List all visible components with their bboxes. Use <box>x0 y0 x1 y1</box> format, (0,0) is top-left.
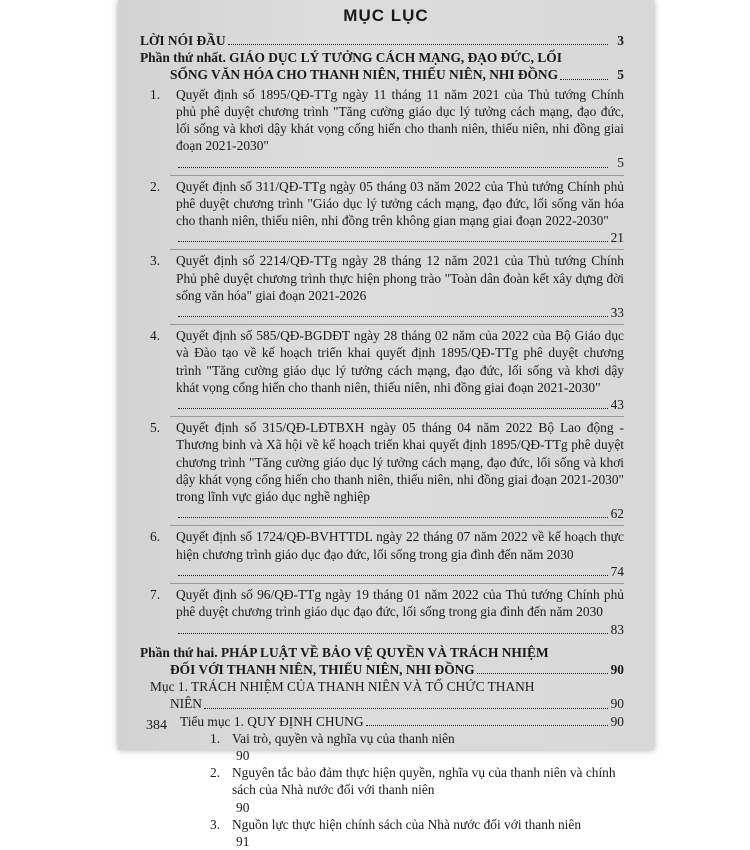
toc-page-number: 74 <box>610 563 624 579</box>
toc-entry-intro <box>140 32 624 49</box>
section-title-line: NIÊN <box>170 696 202 712</box>
item-text: Quyết định số 96/QĐ-TTg ngày 19 tháng 01 năm 2022 của Thủ tướng Chính phủ phê duyệt chương trình giáo dục đạo đức, lối sống trong gia đình đến năm 2030 <box>176 587 624 620</box>
dot-leader <box>178 241 608 242</box>
item-number: 1. <box>150 86 161 102</box>
toc-page-number: 43 <box>610 397 624 413</box>
item-text: Quyết định số 1724/QĐ-BVHTTDL ngày 22 tháng 07 năm 2022 về kế hoạch thực hiện chương trình giáo dục đạo đức, lối sống trong gia đình đến năm 2030 <box>176 529 624 562</box>
dot-leader <box>178 167 608 168</box>
toc-entry-label: LỜI NÓI ĐẦU <box>140 33 226 48</box>
dot-leader <box>178 316 608 317</box>
toc-item <box>140 252 624 321</box>
item-number: 3. <box>150 253 161 269</box>
toc-page-number: 5 <box>617 67 624 83</box>
toc-page-number: 5 <box>617 155 624 171</box>
dot-leader <box>178 408 608 409</box>
item-text: Vai trò, quyền và nghĩa vụ của thanh niên <box>232 730 455 746</box>
toc-page-number: 90 <box>236 747 250 763</box>
item-text: Quyết định số 1895/QĐ-TTg ngày 11 tháng 11 năm 2021 của Thủ tướng Chính phủ phê duyệt chương trình "Tăng cường giáo dục lý tưởng cách mạng, đạo đức, lối sống và khơi dậy khát vọng cống hiến cho thanh niên, thiếu niên, nhi đồng giai đoạn 2021-2030" <box>176 86 624 154</box>
divider <box>170 324 624 325</box>
toc-item <box>140 419 624 522</box>
dot-leader <box>178 517 608 518</box>
toc-part-2 <box>140 644 624 678</box>
item-number: 5. <box>150 420 161 436</box>
toc-subsection-1 <box>140 713 624 730</box>
toc-item <box>140 586 624 638</box>
item-text: Quyết định số 2214/QĐ-TTg ngày 28 tháng 12 năm 2021 của Thủ tướng Chính Phủ phê duyệt chương trình thực hiện phong trào "Toàn dân đoàn kết xây dựng đời sống văn hóa" giai đoạn 2021-2026 <box>176 253 624 303</box>
item-number: 3. <box>210 816 221 832</box>
part-title-line: SỐNG VĂN HÓA CHO THANH NIÊN, THIẾU NIÊN, NHI ĐỒNG <box>170 67 559 83</box>
item-text: Nguyên tắc bảo đảm thực hiện quyền, nghĩa vụ của thanh niên và chính sách của Nhà nước đối với thanh niên <box>232 765 616 798</box>
toc-page-number: 91 <box>236 833 250 849</box>
toc-item <box>140 764 624 816</box>
dot-leader <box>366 725 609 726</box>
section-title-line: Mục 1. TRÁCH NHIỆM CỦA THANH NIÊN VÀ TỔ CHỨC THANH <box>150 679 535 695</box>
toc-page-number: 90 <box>610 696 624 712</box>
toc-page-number: 90 <box>236 799 250 815</box>
item-number: 1. <box>210 730 221 746</box>
divider <box>170 175 624 176</box>
item-number: 6. <box>150 529 161 545</box>
page-number: 384 <box>146 718 167 733</box>
dot-leader <box>178 633 608 634</box>
toc-page-number: 3 <box>617 33 624 48</box>
toc-page-number: 90 <box>610 713 624 729</box>
item-number: 4. <box>150 328 161 344</box>
toc-item <box>140 730 624 764</box>
toc-item <box>140 86 624 172</box>
divider <box>170 416 624 417</box>
dot-leader <box>178 575 608 576</box>
toc-page-number: 33 <box>610 305 624 321</box>
dot-leader <box>477 673 608 674</box>
part-title-line: Phần thứ hai. PHÁP LUẬT VỀ BẢO VỆ QUYỀN VÀ TRÁCH NHIỆM <box>140 644 549 660</box>
item-text: Quyết định số 585/QĐ-BGDĐT ngày 28 tháng 02 năm của 2022 của Bộ Giáo dục và Đào tạo về kế hoạch triển khai quyết định 1895/QĐ-TTg phê duyệt chương trình "Tăng cường giáo dục lý tưởng cách mạng, đạo đức, lối sống và khơi dậy khát vọng cống hiến cho thanh niên, thiếu niên, nhi đồng giai đoạn 2021-2030" <box>176 328 624 395</box>
dot-leader <box>560 79 608 80</box>
item-text: Quyết định số 315/QĐ-LĐTBXH ngày 05 tháng 04 năm 2022 Bộ Lao động - Thương binh và Xã hội về kế hoạch triển khai quyết định 1895/QĐ-TTg phê duyệt chương trình "Tăng cường giáo dục lý tưởng cách mạng, đạo đức, lối sống và khơi dậy khát vọng cống hiến cho thanh niên, thiếu niên, nhi đồng giai đoạn 2021-2030" trong lĩnh vực giáo dục nghề nghiệp <box>176 420 624 505</box>
part-1-items <box>140 86 624 638</box>
part-title-line: ĐỐI VỚI THANH NIÊN, THIẾU NIÊN, NHI ĐỒNG <box>170 661 475 677</box>
dot-leader <box>228 44 608 45</box>
book-page <box>118 0 654 849</box>
toc-item <box>140 816 624 850</box>
table-of-contents <box>140 32 624 850</box>
divider <box>170 583 624 584</box>
toc-page-number: 21 <box>610 230 624 246</box>
part-title-line: Phần thứ nhất. GIÁO DỤC LÝ TƯỞNG CÁCH MẠNG, ĐẠO ĐỨC, LỐI <box>140 50 562 66</box>
item-number: 2. <box>210 765 221 781</box>
subsection-title: Tiểu mục 1. QUY ĐỊNH CHUNG <box>180 713 364 729</box>
divider <box>170 249 624 250</box>
item-number: 7. <box>150 587 161 603</box>
dot-leader <box>204 708 608 709</box>
toc-item <box>140 178 624 247</box>
toc-section-1 <box>140 678 624 712</box>
toc-part-1 <box>140 49 624 83</box>
part-2-items <box>140 730 624 850</box>
divider <box>170 525 624 526</box>
item-text: Quyết định số 311/QĐ-TTg ngày 05 tháng 03 năm 2022 của Thủ tướng Chính phủ phê duyệt chương trình "Giáo dục lý tưởng cách mạng, đạo đức, lối sống văn hóa cho thanh niên, thiếu niên, nhi đồng trên không gian mạng giai đoạn 2022-2030" <box>176 178 624 229</box>
item-text: Nguồn lực thực hiện chính sách của Nhà nước đối với thanh niên <box>232 816 582 832</box>
page-title: MỤC LỤC <box>343 6 429 25</box>
item-number: 2. <box>150 178 161 194</box>
toc-item <box>140 327 624 413</box>
toc-item <box>140 528 624 580</box>
toc-page-number: 62 <box>610 506 624 522</box>
toc-page-number: 90 <box>610 661 624 677</box>
toc-page-number: 83 <box>610 621 624 637</box>
